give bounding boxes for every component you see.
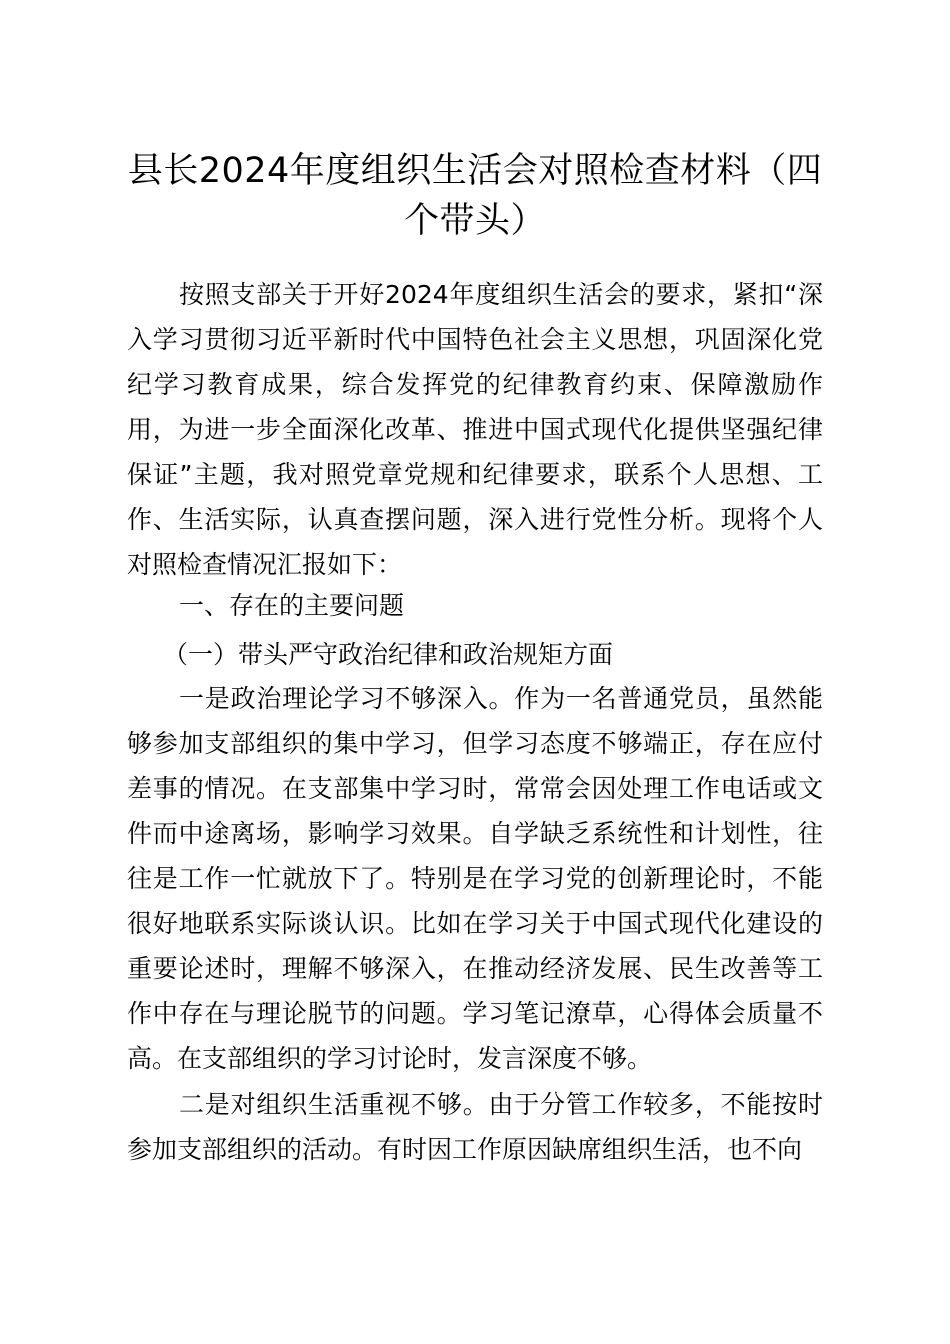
intro-paragraph: 按照支部关于开好2024年度组织生活会的要求，紧扣“深入学习贯彻习近平新时代中国特色社会主义思想，巩固深化党纪学习教育成果，综合发挥党的纪律教育约束、保障激励作用，为进一步全面深化改革、推进中国式现代化提供坚强纪律保证”主题，我对照党章党规和纪律要求，联系个人思想、工作、生活实际，认真查摆问题，深入进行党性分析。现将个人对照检查情况汇报如下：: [127, 280, 823, 579]
subsection-heading: （一）带头严守政治纪律和政治规矩方面: [163, 640, 614, 669]
body-paragraph: 一是政治理论学习不够深入。作为一名普通党员，虽然能够参加支部组织的集中学习，但学习态度不够端正，存在应付差事的情况。在支部集中学习时，常常会因处理工作电话或文件而中途离场，影响学习效果。自学缺乏系统性和计划性，往往是工作一忙就放下了。特别是在学习党的创新理论时，不能很好地联系实际谈认识。比如在学习关于中国式现代化建设的重要论述时，理解不够深入，在推动经济发展、民生改善等工作中存在与理论脱节的问题。学习笔记潦草，心得体会质量不高。在支部组织的学习讨论时，发言深度不够。: [127, 684, 823, 1073]
body-paragraph: 二是对组织生活重视不够。由于分管工作较多，不能按时参加支部组织的活动。有时因工作原因缺席组织生活，也不向: [127, 1090, 823, 1164]
document-title: 县长2024年度组织生活会对照检查材料（四个带头）: [127, 151, 823, 241]
section-heading: 一、存在的主要问题: [179, 591, 405, 620]
